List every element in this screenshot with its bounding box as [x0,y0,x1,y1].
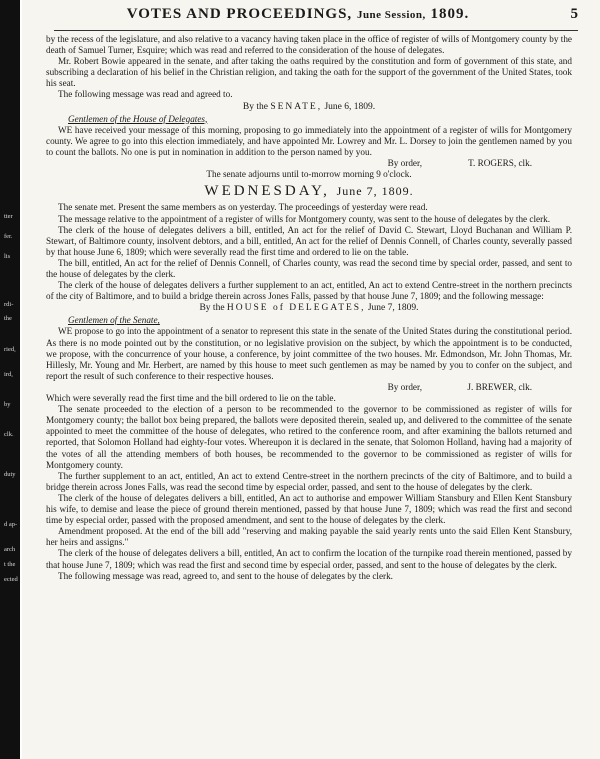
page-body [46,34,572,582]
senate-message-text: WE have received your message of this morning, proposing to go immediately into the appointment of a register of wills for Montgomery county. We agree to go into this election immediately, and have appointed Mr. Lowrey and Mr. L. Dorsey to join the gentlemen named by you to count the ballots. No one is put in nomination in addition to the person named by you. [46,124,572,157]
gutter-fragment: the [4,315,12,322]
gutter-fragment: ird, [4,371,13,378]
running-title-year: 1809. [430,6,470,22]
paragraph: Which were severally read the first time and the bill ordered to lie on the table. [46,393,336,404]
paragraph: The senate met. Present the same members as on yesterday. The proceedings of yesterday were read. [58,202,428,213]
dateline-by: By the [199,303,225,314]
paragraph: Amendment proposed. At the end of the bill add "reserving and making payable the said yearly rents unto the said Ellen Kent Stansbury, her heirs and assigns." [46,526,572,548]
paragraph: by the recess of the legislature, and also relative to a vacancy having taken place in the office of register of wills of Montgomery county by the death of Samuel Turner, Esquire; which was read and referred to the consideration of the house of delegates. [46,34,572,56]
day-heading-date: June 7, 1809. [336,184,414,199]
senate-message-signature: T. ROGERS, clk. [468,158,532,169]
running-title [58,6,538,23]
dateline-by: By the [242,101,268,112]
document-page [22,0,600,759]
gutter-fragment: t the [4,561,16,568]
house-message-signature: J. BREWER, clk. [467,382,532,392]
running-title-main: VOTES AND PROCEEDINGS, [126,6,353,22]
paragraph: The bill, entitled, An act for the relief of Dennis Connell, of Charles county, was read the second time by special order, passed, and sent to the house of delegates by the clerk. [46,257,572,279]
page-header [58,6,578,32]
dateline-body: HOUSE of DELEGATES, [226,303,366,314]
paragraph: The clerk of the house of delegates delivers a bill, entitled, An act to authorise and empower William Stansbury and Ellen Kent Stansbury his wife, to demise and lease the piece of ground therein mentioned, passed by that house June 7, 1809; which was read the first and second time by especial order, passed with the proposed amendment, and sent to the house of delegates by the clerk. [46,492,572,526]
paragraph: Mr. Robert Bowie appeared in the senate, and after taking the oaths required by the constitution and form of government of this state, and subscribing a declaration of his belief in the Christian religion, and taking the oath for the support of the government of the United States, took his seat. [46,56,572,89]
paragraph: The clerk of the house of delegates delivers a bill, entitled, An act for the relief of David C. Stewart, Lloyd Buchanan and William P. Stewart, of Baltimore county, insolvent debtors, and a bill, entitled, An act for the relief of Dennis Connell, of Charles county, severally passed by that house June 6, 1809; which were severally read the first time and ordered to lie on the table. [46,224,572,257]
left-binding-gutter [0,0,20,759]
paragraph: The following message was read, agreed to, and sent to the house of delegates by the clerk. [58,570,393,581]
dateline-date: June 7, 1809. [367,303,419,314]
paragraph: The senate proceeded to the election of a person to be recommended to the governor to be commissioned as register of wills for Montgomery county; the ballot box being prepared, the ballots were deposited therein, sealed up, and delivered to the committee of the senate appointed to meet the committee of the house of delegates, who retired to the conference room, and after examining the ballots returned and reported, that Solomon Holland had eighty-four votes. Whereupon it is declared in the senate, that Solomon Holland, having had a majority of the votes of all the attending members of both houses, be recommended to the governor to be commissioned as register of wills for Montgomery county. [46,404,572,470]
adjournment-note: The senate adjourns until to-morrow morning 9 o'clock. [206,169,412,180]
gutter-fragment: by [4,401,11,408]
running-title-session: June Session, [356,9,426,21]
day-heading [46,183,572,200]
paragraph: The message relative to the appointment of a register of wills for Montgomery county, was sent to the house of delegates by the clerk. [58,213,551,224]
gutter-fragment: duty [4,471,16,478]
gutter-fragment: clk. [4,431,14,438]
paragraph: The clerk of the house of delegates delivers a bill, entitled, An act to confirm the location of the turnpike road therein mentioned, passed by that house June 7, 1809; which was read the first and second time by especial order, passed, and sent to the house of delegates by the clerk. [46,548,572,570]
house-message-order: By order, [387,381,422,392]
house-message-text: WE propose to go into the appointment of a senator to represent this state in the senate of the United States during the constitutional period. As there is no mode pointed out by the constitution, or no legislative provision on the subject, by which the appointment is to be conducted, we propose, with the concurrence of your house, a conference, by joint committee of the two houses. Mr. Edmondson, Mr. John Thomas, Mr. Hillesly, Mr. Young and Mr. Herbert, are named by this house to meet such gentlemen as may be named by you to confer on the subject, and report the result of such conference to their respective houses. [46,326,572,381]
paragraph: The further supplement to an act, entitled, An act to extend Centre-street in the northern precincts of the city of Baltimore, and to build a bridge therein across Jones Falls, was read the second time by especial order, passed, and sent to the house of delegates by the clerk. [46,470,572,492]
dateline-body: SENATE, [270,101,323,112]
senate-message-dateline [46,102,572,113]
page-number: 5 [570,6,578,22]
gutter-fragment: lis [4,253,11,260]
gutter-fragment: d ap- [4,521,18,528]
gutter-fragment: ried, [4,346,16,353]
gutter-fragment: arch [4,546,16,553]
gutter-fragment: fer. [4,233,13,240]
paragraph: The clerk of the house of delegates delivers a further supplement to an act, entitled, An act to extend Centre-street in the northern precincts of the city of Baltimore, and to build a bridge therein across Jones Falls, passed by that house June 7, 1809; and the following message: [46,280,572,302]
gutter-fragment: ected [4,576,18,583]
dateline-date: June 6, 1809. [324,101,376,112]
paragraph: The following message was read and agreed to. [58,89,233,100]
senate-message-addressee: Gentlemen of the House of Delegates, [68,113,208,124]
day-heading-day: WEDNESDAY, [204,183,330,200]
gutter-fragment: tter [4,213,13,220]
senate-message-order: By order, [387,158,422,169]
house-message-dateline [46,303,572,314]
house-message-addressee: Gentlemen of the Senate, [68,315,160,326]
header-rule [54,30,578,31]
gutter-fragment: rdi- [4,301,14,308]
